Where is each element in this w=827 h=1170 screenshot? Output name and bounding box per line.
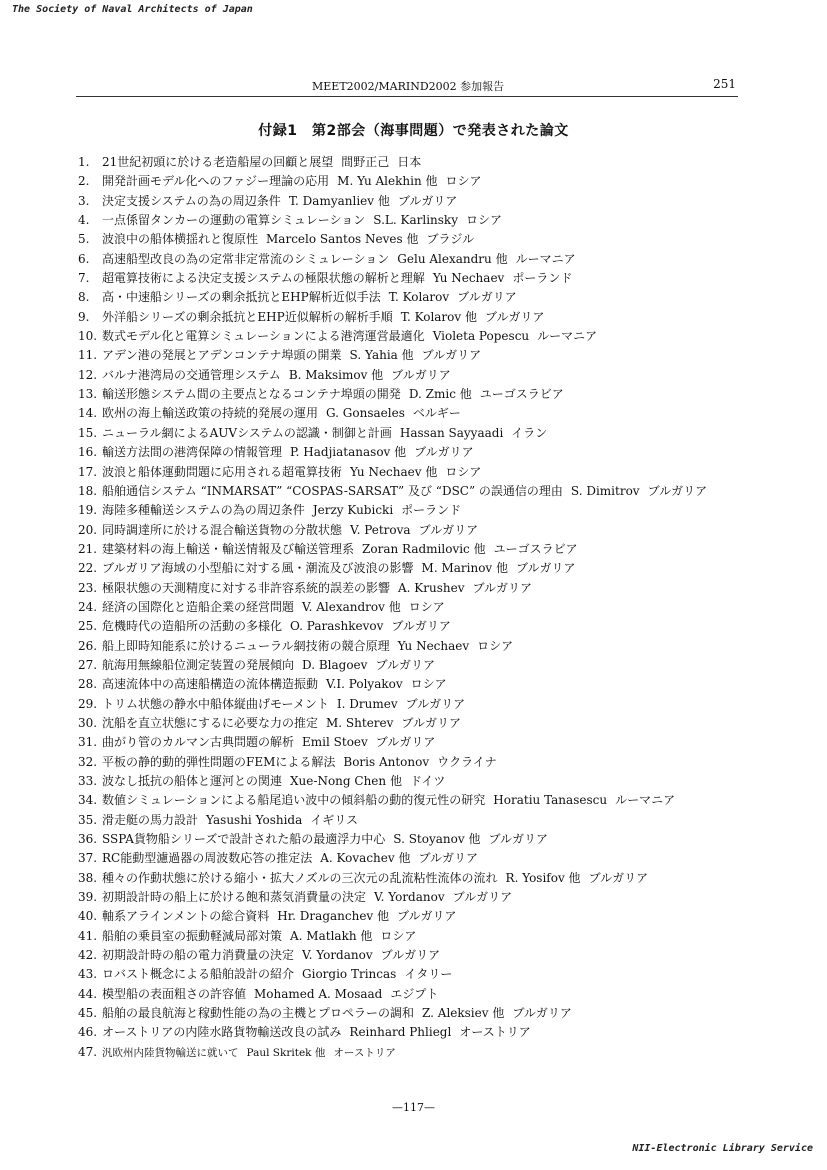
- paper-country: ルーマニア: [615, 793, 676, 808]
- paper-country: ポーランド: [512, 271, 573, 286]
- paper-author: D. Zmic 他: [408, 387, 472, 402]
- paper-country: ブルガリア: [405, 696, 466, 711]
- paper-country: ユーゴスラビア: [493, 541, 578, 556]
- paper-title: SSPA貨物船シリーズで設計された船の最適浮力中心: [102, 832, 386, 847]
- page-title: 付録1 第2部会（海事問題）で発表された論文: [258, 123, 569, 139]
- paper-number: 4.: [78, 213, 90, 228]
- paper-title: 滑走艇の馬力設計: [102, 812, 199, 827]
- list-item: [78, 463, 707, 482]
- paper-author: Yu Nechaev 他: [350, 464, 438, 479]
- paper-number: 32.: [78, 754, 98, 769]
- paper-author: Yasushi Yoshida: [206, 812, 303, 827]
- paper-title: 軸系アラインメントの総合資料: [102, 909, 270, 924]
- paper-country: ブルガリア: [452, 890, 513, 905]
- list-item: [78, 153, 707, 172]
- paper-number: 29.: [78, 696, 98, 711]
- list-item: [78, 733, 707, 752]
- paper-title: 船舶通信システム “INMARSAT” “COSPAS-SARSAT” 及び “DSC” の誤通信の理由: [102, 483, 563, 498]
- banner-top: The Society of Naval Architects of Japan: [12, 4, 253, 15]
- paper-title: 汎欧州内陸貨物輸送に就いて: [102, 1046, 239, 1059]
- folio: —117—: [392, 1101, 435, 1114]
- list-item: [78, 192, 707, 211]
- paper-country: ブルガリア: [375, 735, 436, 750]
- list-item: [78, 1043, 707, 1062]
- list-item: [78, 1004, 707, 1023]
- paper-number: 12.: [78, 367, 98, 382]
- paper-author: Reinhard Phliegl: [349, 1025, 452, 1040]
- paper-title: 航海用無線船位測定装置の発展傾向: [102, 657, 295, 672]
- paper-title: 高速船型改良の為の定常非定常流のシミュレーション: [102, 251, 390, 266]
- paper-author: M. Marinov 他: [421, 561, 509, 576]
- paper-author: G. Gonsaeles: [326, 406, 405, 421]
- paper-author: Paul Skritek 他: [246, 1046, 326, 1059]
- paper-author: Yu Nechaev: [432, 271, 505, 286]
- paper-author: Hassan Sayyaadi: [399, 425, 504, 440]
- paper-number: 17.: [78, 464, 98, 479]
- list-item: [78, 675, 707, 694]
- list-item: [78, 521, 707, 540]
- paper-author: T. Kolarov 他: [400, 309, 477, 324]
- list-item: [78, 695, 707, 714]
- paper-author: Giorgio Trincas: [302, 967, 397, 982]
- list-item: [78, 559, 707, 578]
- paper-author: T. Kolarov: [388, 290, 450, 305]
- list-item: [78, 172, 707, 191]
- paper-title: 一点係留タンカーの運動の電算シミュレーション: [102, 213, 366, 228]
- paper-country: ブルガリア: [391, 367, 451, 382]
- paper-number: 44.: [78, 986, 98, 1001]
- paper-number: 30.: [78, 715, 98, 730]
- paper-title: 船上即時知能系に於けるニューラル網技術の競合原理: [102, 638, 390, 653]
- paper-country: ブルガリア: [516, 561, 576, 576]
- paper-number: 10.: [78, 329, 98, 344]
- list-item: [78, 1023, 707, 1042]
- paper-number: 18.: [78, 483, 98, 498]
- list-item: [78, 927, 707, 946]
- paper-number: 35.: [78, 812, 98, 827]
- paper-author: Violeta Popescu: [432, 329, 530, 344]
- paper-number: 3.: [78, 193, 90, 208]
- paper-title: オーストリアの内陸水路貨物輸送改良の試み: [102, 1025, 342, 1040]
- paper-author: Hr. Draganchev 他: [277, 909, 390, 924]
- paper-title: 超電算技術による決定支援システムの極限状態の解析と理解: [102, 271, 425, 286]
- paper-number: 25.: [78, 619, 98, 634]
- paper-number: 36.: [78, 832, 98, 847]
- paper-number: 19.: [78, 503, 98, 518]
- list-item: [78, 772, 707, 791]
- paper-author: M. Shterev: [326, 715, 394, 730]
- paper-author: A. Krushev: [398, 580, 465, 595]
- paper-title: 危機時代の造船所の活動の多様化: [102, 619, 283, 634]
- paper-title: 海陸多種輸送システムの為の周辺条件: [102, 503, 305, 518]
- paper-author: A. Kovachev 他: [320, 851, 411, 866]
- paper-title: バルナ港湾局の交通管理システム: [102, 367, 281, 382]
- list-item: [78, 753, 707, 772]
- paper-number: 15.: [78, 425, 98, 440]
- paper-title: 初期設計時の船上に於ける飽和蒸気消費量の決定: [102, 890, 367, 905]
- paper-author: S. Yahia 他: [349, 348, 414, 363]
- paper-number: 11.: [78, 348, 98, 363]
- paper-number: 13.: [78, 387, 98, 402]
- paper-country: ブルガリア: [647, 483, 708, 498]
- paper-country: ポーランド: [401, 503, 462, 518]
- list-item: [78, 269, 707, 288]
- paper-number: 31.: [78, 735, 98, 750]
- paper-title: ブルガリア海域の小型船に対する風・潮流及び波浪の影響: [102, 561, 414, 576]
- paper-title: 種々の作動状態に於ける縮小・拡大ノズルの三次元の乱流粘性流体の流れ: [102, 870, 498, 885]
- paper-title: 21世紀初頭に於ける老造船屋の回顧と展望: [102, 155, 334, 169]
- list-item: [78, 424, 707, 443]
- list-item: [78, 907, 707, 926]
- paper-country: ブルガリア: [375, 657, 435, 672]
- paper-author: Jerzy Kubicki: [312, 503, 394, 518]
- list-item: [78, 327, 707, 346]
- paper-number: 23.: [78, 580, 98, 595]
- paper-author: M. Yu Alekhin 他: [337, 174, 438, 189]
- list-item: [78, 230, 707, 249]
- paper-country: ロシア: [380, 928, 417, 943]
- paper-title: 同時調達所に於ける混合輸送貨物の分散状態: [102, 522, 343, 537]
- list-item: [78, 288, 707, 307]
- paper-title: 船舶の乗員室の振動軽減局部対策: [102, 928, 283, 943]
- paper-country: ブルガリア: [472, 580, 533, 595]
- paper-number: 40.: [78, 909, 98, 924]
- paper-author: Yu Nechaev: [397, 638, 470, 653]
- paper-list: [78, 153, 707, 1062]
- paper-author: V. Yordanov: [302, 948, 373, 963]
- paper-author: Xue-Nong Chen 他: [290, 774, 402, 788]
- paper-country: ロシア: [465, 213, 502, 228]
- paper-country: ロシア: [477, 638, 514, 653]
- paper-country: イタリー: [404, 967, 453, 982]
- list-item: [78, 656, 707, 675]
- running-header-title: MEET2002/MARIND2002 参加報告: [312, 80, 505, 93]
- paper-author: Marcelo Santos Neves 他: [266, 232, 419, 247]
- paper-author: Horatiu Tanasescu: [493, 793, 608, 808]
- list-item: [78, 501, 707, 520]
- list-item: [78, 579, 707, 598]
- page-number: 251: [713, 77, 736, 91]
- paper-number: 38.: [78, 870, 98, 885]
- list-item: [78, 482, 707, 501]
- paper-country: ブルガリア: [488, 832, 548, 847]
- paper-country: ブルガリア: [421, 348, 482, 363]
- paper-title: 平板の静的動的弾性問題のFEMによる解法: [102, 754, 336, 769]
- paper-author: A. Matlakh 他: [290, 928, 373, 943]
- banner-bottom: NII-Electronic Library Service: [632, 1143, 813, 1154]
- list-item: [78, 366, 707, 385]
- paper-author: 間野正己: [341, 155, 390, 169]
- paper-country: ドイツ: [409, 774, 446, 788]
- paper-country: ブルガリア: [397, 193, 458, 208]
- paper-number: 16.: [78, 445, 98, 460]
- paper-title: 高・中速船シリーズの剰余抵抗とEHP解析近似手法: [102, 290, 381, 305]
- paper-number: 45.: [78, 1006, 98, 1021]
- paper-country: ブルガリア: [588, 870, 649, 885]
- paper-author: O. Parashkevov: [290, 619, 384, 634]
- paper-author: V. Alexandrov 他: [302, 599, 401, 614]
- paper-number: 28.: [78, 677, 98, 692]
- list-item: [78, 714, 707, 733]
- paper-number: 41.: [78, 928, 98, 943]
- list-item: [78, 849, 707, 868]
- paper-title: 高速流体中の高速船構造の流体構造振動: [102, 677, 319, 692]
- paper-country: ルーマニア: [515, 251, 576, 266]
- paper-title: 輸送方法間の港湾保障の情報管理: [102, 445, 283, 460]
- paper-country: ブルガリア: [397, 909, 457, 924]
- paper-title: 数値シミュレーションによる船尾追い波中の傾斜船の動的復元性の研究: [102, 793, 486, 808]
- paper-country: ブルガリア: [391, 619, 451, 634]
- paper-title: 波浪中の船体横揺れと復原性: [102, 232, 259, 247]
- list-item: [78, 811, 707, 830]
- list-item: [78, 598, 707, 617]
- paper-number: 14.: [78, 406, 98, 421]
- paper-title: 模型船の表面粗さの許容値: [102, 986, 247, 1001]
- paper-title: 船舶の最良航海と稼動性能の為の主機とプロペラーの調和: [102, 1006, 415, 1021]
- paper-title: アデン港の発展とアデンコンテナ埠頭の開業: [102, 348, 342, 363]
- paper-number: 20.: [78, 522, 98, 537]
- list-item: [78, 965, 707, 984]
- list-item: [78, 540, 707, 559]
- paper-number: 26.: [78, 638, 98, 653]
- list-item: [78, 385, 707, 404]
- paper-country: ウクライナ: [437, 754, 497, 769]
- list-item: [78, 791, 707, 810]
- paper-number: 5.: [78, 232, 90, 247]
- paper-number: 21.: [78, 541, 98, 556]
- paper-country: ブルガリア: [512, 1006, 572, 1021]
- paper-number: 7.: [78, 271, 90, 286]
- paper-title: 輸送形態システム間の主要点となるコンテナ埠頭の開発: [102, 387, 401, 402]
- paper-author: Boris Antonov: [343, 754, 430, 769]
- paper-country: イギリス: [310, 812, 359, 827]
- list-item: [78, 404, 707, 423]
- paper-number: 33.: [78, 774, 98, 788]
- paper-title: ニューラル網によるAUVシステムの認識・制御と計画: [102, 425, 392, 440]
- paper-author: Gelu Alexandru 他: [397, 251, 508, 266]
- paper-author: V. Petrova: [350, 522, 411, 537]
- paper-author: Emil Stoev: [302, 735, 368, 750]
- paper-title: 極限状態の天測精度に対する非許容系統的誤差の影響: [102, 580, 391, 595]
- paper-country: ブルガリア: [418, 522, 479, 537]
- paper-title: 数式モデル化と電算シミュレーションによる港湾運営最適化: [102, 329, 425, 344]
- paper-number: 39.: [78, 890, 98, 905]
- paper-country: オーストリア: [459, 1025, 531, 1040]
- paper-title: 建築材料の海上輸送・輸送情報及び輸送管理系: [102, 541, 355, 556]
- paper-country: ロシア: [445, 464, 482, 479]
- paper-author: R. Yosifov 他: [505, 870, 581, 885]
- paper-author: B. Maksimov 他: [288, 367, 384, 382]
- list-item: [78, 250, 707, 269]
- paper-author: P. Hadjiatanasov 他: [290, 445, 407, 460]
- paper-country: ブラジル: [426, 232, 475, 247]
- paper-author: I. Drumev: [336, 696, 398, 711]
- list-item: [78, 888, 707, 907]
- paper-country: ロシア: [445, 174, 482, 189]
- paper-number: 34.: [78, 793, 98, 808]
- paper-title: 初期設計時の船の電力消費量の決定: [102, 948, 295, 963]
- paper-country: イラン: [511, 425, 548, 440]
- paper-title: 欧州の海上輸送政策の持続的発展の運用: [102, 406, 319, 421]
- paper-title: 波なし抵抗の船体と運河との関連: [102, 774, 283, 788]
- paper-country: ロシア: [408, 599, 445, 614]
- paper-author: S. Dimitrov: [570, 483, 640, 498]
- paper-author: S. Stoyanov 他: [393, 832, 481, 847]
- paper-country: ブルガリア: [380, 948, 441, 963]
- header-rule: [76, 96, 738, 97]
- list-item: [78, 211, 707, 230]
- paper-title: 外洋船シリーズの剰余抵抗とEHP近似解析の解析手順: [102, 309, 393, 324]
- paper-country: ブルガリア: [485, 309, 545, 324]
- paper-number: 24.: [78, 599, 98, 614]
- paper-country: ベルギー: [412, 406, 461, 421]
- paper-title: ロバスト概念による船舶設計の紹介: [102, 967, 295, 982]
- paper-author: D. Blagoev: [302, 657, 368, 672]
- paper-country: ブルガリア: [401, 715, 461, 730]
- paper-number: 6.: [78, 251, 90, 266]
- paper-number: 22.: [78, 561, 98, 576]
- list-item: [78, 346, 707, 365]
- paper-number: 47.: [78, 1044, 98, 1059]
- paper-country: オーストリア: [333, 1046, 396, 1059]
- paper-title: 波浪と船体運動問題に応用される超電算技術: [102, 464, 343, 479]
- paper-author: T. Damyanliev 他: [288, 193, 390, 208]
- paper-number: 37.: [78, 851, 98, 866]
- paper-author: V. Yordanov: [374, 890, 445, 905]
- paper-title: 経済の国際化と造船企業の経営問題: [102, 599, 295, 614]
- paper-number: 9.: [78, 309, 90, 324]
- list-item: [78, 308, 707, 327]
- paper-title: 開発計画モデル化へのファジー理論の応用: [102, 174, 330, 189]
- paper-number: 43.: [78, 967, 98, 982]
- paper-author: S.L. Karlinsky: [373, 213, 458, 228]
- list-item: [78, 637, 707, 656]
- paper-country: 日本: [397, 155, 422, 169]
- list-item: [78, 869, 707, 888]
- paper-author: V.I. Polyakov: [326, 677, 403, 692]
- paper-author: Mohamed A. Mosaad: [254, 986, 383, 1001]
- paper-number: 46.: [78, 1025, 98, 1040]
- paper-number: 1.: [78, 155, 90, 169]
- paper-country: ルーマニア: [537, 329, 598, 344]
- paper-number: 8.: [78, 290, 90, 305]
- paper-country: ロシア: [410, 677, 447, 692]
- list-item: [78, 617, 707, 636]
- running-header: [76, 78, 736, 94]
- paper-country: ブルガリア: [414, 445, 474, 460]
- paper-country: ユーゴスラビア: [479, 387, 564, 402]
- paper-title: 決定支援システムの為の周辺条件: [102, 193, 281, 208]
- paper-number: 42.: [78, 948, 98, 963]
- paper-number: 27.: [78, 657, 98, 672]
- paper-country: ブルガリア: [457, 290, 517, 305]
- paper-author: Zoran Radmilovic 他: [362, 541, 486, 556]
- paper-title: RC能動型濾過器の周波数応答の推定法: [102, 851, 313, 866]
- paper-title: トリム状態の静水中船体縦曲げモーメント: [102, 696, 329, 711]
- paper-country: エジプト: [390, 986, 439, 1001]
- list-item: [78, 985, 707, 1004]
- paper-title: 沈船を直立状態にするに必要な力の推定: [102, 715, 319, 730]
- paper-author: Z. Aleksiev 他: [422, 1006, 505, 1021]
- paper-title: 曲がり管のカルマン古典問題の解析: [102, 735, 295, 750]
- paper-number: 2.: [78, 174, 90, 189]
- list-item: [78, 946, 707, 965]
- list-item: [78, 830, 707, 849]
- list-item: [78, 443, 707, 462]
- paper-country: ブルガリア: [418, 851, 478, 866]
